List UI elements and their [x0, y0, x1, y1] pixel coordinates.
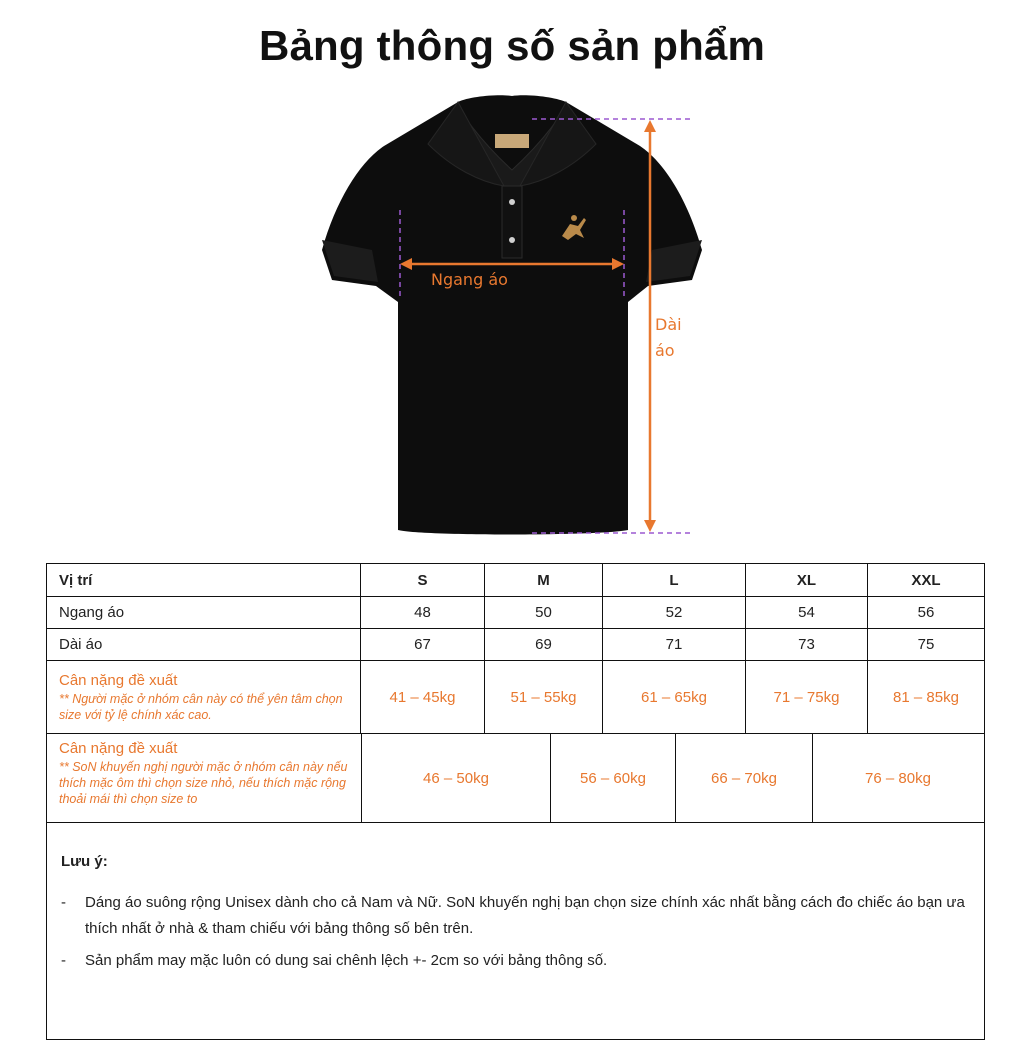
note-item: [61, 948, 970, 974]
weight-row-2-container: [47, 734, 985, 823]
table-cell: 61 – 65kg: [603, 661, 746, 734]
note-bullet: -: [61, 952, 66, 969]
note-text: Sản phẩm may mặc luôn có dung sai chênh lệch +- 2cm so với bảng thông số.: [85, 952, 608, 969]
width-label: Ngang áo: [431, 270, 508, 289]
table-cell: 41 – 45kg: [361, 661, 485, 734]
polo-shirt-figure: [0, 90, 1024, 550]
header-size-s: S: [361, 564, 485, 597]
header-size-m: M: [485, 564, 603, 597]
table-cell: 50: [485, 597, 603, 629]
note-text: Dáng áo suông rộng Unisex dành cho cả Nam và Nữ. SoN khuyến nghị bạn chọn size chính xác nhất bằng cách đo chiếc áo bạn ưa thích nhất ở nhà & tham chiếu với bảng thông số bên trên.: [85, 894, 965, 937]
table-cell: 56 – 60kg: [551, 734, 676, 822]
weight-title: Cân nặng đề xuất: [59, 740, 178, 757]
header-size-xl: XL: [746, 564, 868, 597]
weight-note: ** SoN khuyến nghị người mặc ở nhóm cân này nếu thích mặc ôm thì chọn size nhỏ, nếu thích mặc rộng thoải mái thì chọn size to: [59, 760, 348, 806]
weight-row-2: [47, 734, 985, 823]
table-cell: 69: [485, 629, 603, 661]
length-label: [655, 312, 695, 364]
shirt-placket: [502, 186, 522, 258]
table-cell: 54: [746, 597, 868, 629]
table-cell: 46 – 50kg: [362, 734, 551, 822]
notes-row: [47, 823, 985, 1040]
size-header-row: [47, 564, 985, 597]
weight-title: Cân nặng đề xuất: [59, 671, 178, 689]
table-cell: 48: [361, 597, 485, 629]
table-cell: 71: [603, 629, 746, 661]
table-cell: 76 – 80kg: [865, 769, 931, 787]
table-cell: 66 – 70kg: [676, 734, 813, 822]
header-size-l: L: [603, 564, 746, 597]
neck-label: [495, 134, 529, 148]
table-cell: 51 – 55kg: [485, 661, 603, 734]
header-position: Vị trí: [47, 564, 361, 597]
table-cell: 52: [603, 597, 746, 629]
table-cell: 81 – 85kg: [868, 661, 985, 734]
table-cell: 75: [868, 629, 985, 661]
row-label-width: Ngang áo: [47, 597, 361, 629]
table-row: [47, 629, 985, 661]
notes-section: [47, 823, 985, 1040]
weight-row-1: [47, 661, 985, 734]
note-bullet: -: [61, 894, 66, 911]
size-table: [46, 563, 985, 1040]
row-label-length: Dài áo: [47, 629, 361, 661]
note-item: [61, 890, 970, 942]
notes-title: Lưu ý:: [61, 853, 108, 870]
page-title: Bảng thông số sản phẩm: [258, 22, 766, 69]
header-size-xxl: XXL: [868, 564, 985, 597]
weight-note: ** Người mặc ở nhóm cân này có thể yên tâm chọn size với tỷ lệ chính xác cao.: [59, 691, 343, 722]
polo-shirt-illustration: [0, 90, 1024, 550]
weight-row-1-label: [47, 661, 361, 734]
length-label-line2: áo: [655, 341, 675, 360]
table-row: [47, 597, 985, 629]
shirt-body: [322, 95, 702, 534]
table-cell: 56: [868, 597, 985, 629]
weight-row-2-label: [47, 734, 362, 822]
table-cell: 73: [746, 629, 868, 661]
length-label-line1: Dài: [655, 315, 682, 334]
table-cell: 67: [361, 629, 485, 661]
table-cell: 71 – 75kg: [746, 661, 868, 734]
